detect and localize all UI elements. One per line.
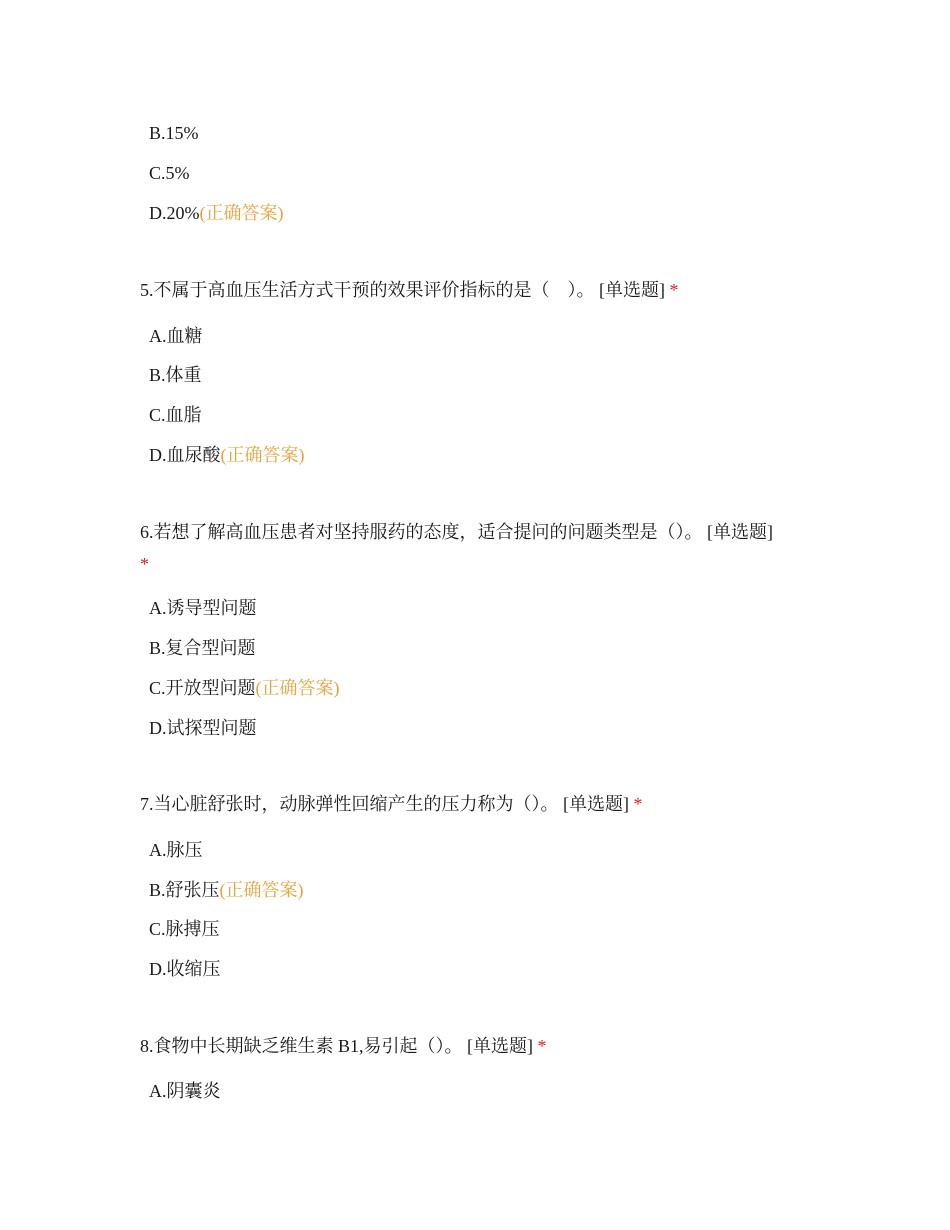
q6-option-c	[149, 676, 340, 700]
option-text: A.血糖	[149, 326, 203, 346]
option-text: A.阴囊炎	[149, 1081, 221, 1101]
required-mark: *	[140, 554, 149, 574]
option-text: B.15%	[149, 123, 199, 143]
option-text: D.20%	[149, 203, 200, 223]
q7-option-c	[149, 917, 220, 941]
option-text: C.5%	[149, 163, 190, 183]
q5-option-c	[149, 403, 202, 427]
q8-title	[140, 1034, 547, 1058]
question-text: 6.若想了解高血压患者对坚持服药的态度，适合提问的问题类型是（）。	[140, 522, 703, 542]
q6-title	[140, 520, 773, 544]
option-text: D.血尿酸	[149, 445, 221, 465]
option-text: D.试探型问题	[149, 718, 257, 738]
question-type-tag: [单选题]	[563, 794, 629, 814]
q6-option-d	[149, 716, 257, 740]
q7-option-b	[149, 878, 304, 902]
required-mark: *	[633, 794, 643, 814]
option-text: B.体重	[149, 365, 202, 385]
option-text: C.脉搏压	[149, 919, 220, 939]
question-text: 5.不属于高血压生活方式干预的效果评价指标的是（ ）。	[140, 280, 595, 300]
q5-option-d	[149, 443, 305, 467]
q6-option-b	[149, 636, 256, 660]
question-text: 8.食物中长期缺乏维生素 B1,易引起（）。	[140, 1036, 463, 1056]
option-text: A.脉压	[149, 840, 203, 860]
option-text: B.舒张压	[149, 880, 220, 900]
correct-answer-mark: (正确答案)	[255, 678, 340, 698]
q7-title	[140, 792, 643, 816]
required-mark: *	[669, 280, 679, 300]
question-type-tag: [单选题]	[599, 280, 665, 300]
option-text: C.血脂	[149, 405, 202, 425]
q4-option-c	[149, 161, 190, 185]
option-text: C.开放型问题	[149, 678, 256, 698]
option-text: D.收缩压	[149, 959, 221, 979]
q6-required-line	[140, 552, 149, 576]
question-type-tag: [单选题]	[707, 522, 773, 542]
q4-option-d	[149, 201, 284, 225]
q8-option-a	[149, 1079, 221, 1103]
q7-option-a	[149, 838, 203, 862]
option-text: A.诱导型问题	[149, 598, 257, 618]
q5-option-a	[149, 324, 203, 348]
question-type-tag: [单选题]	[467, 1036, 534, 1056]
required-mark: *	[537, 1036, 547, 1056]
q6-option-a	[149, 596, 257, 620]
q5-option-b	[149, 363, 202, 387]
option-text: B.复合型问题	[149, 638, 256, 658]
q7-option-d	[149, 957, 221, 981]
q4-option-b	[149, 121, 199, 145]
question-text: 7.当心脏舒张时，动脉弹性回缩产生的压力称为（）。	[140, 794, 559, 814]
correct-answer-mark: (正确答案)	[220, 445, 305, 465]
correct-answer-mark: (正确答案)	[199, 203, 284, 223]
q5-title	[140, 278, 679, 302]
correct-answer-mark: (正确答案)	[219, 880, 304, 900]
